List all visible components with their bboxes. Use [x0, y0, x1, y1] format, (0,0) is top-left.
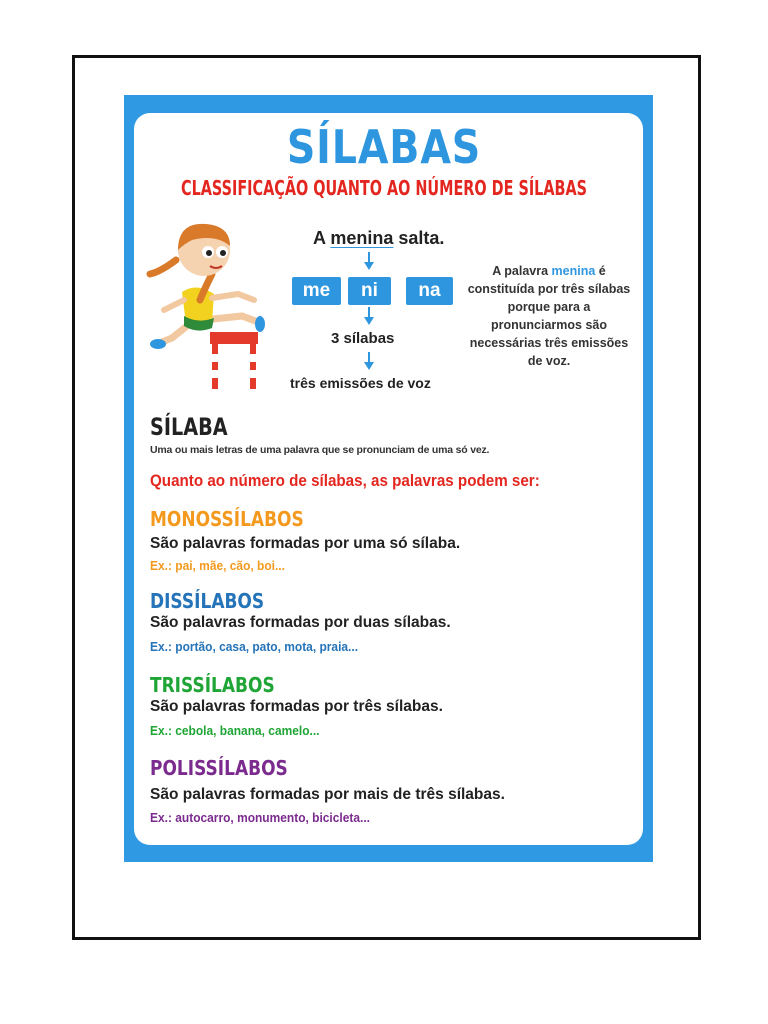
note-suffix: é constituída por três sílabas porque para a pronunciarmos são necessárias três emissões de voz. — [467, 264, 631, 368]
arrow-down-icon — [364, 317, 374, 325]
definition-text: Uma ou mais letras de uma palavra que se pronunciam de uma só vez. — [150, 444, 490, 456]
category-desc-dissilabos: São palavras formadas por duas sílabas. — [150, 614, 451, 631]
category-example-dissilabos: Ex.: portão, casa, pato, mota, praia... — [150, 639, 359, 654]
sentence-prefix: A — [313, 228, 331, 248]
category-desc-trissilabos: São palavras formadas por três sílabas. — [150, 698, 443, 715]
category-desc-polissilabos: São palavras formadas por mais de três sílabas. — [150, 786, 505, 803]
arrow-down-icon — [364, 262, 374, 270]
voice-emissions: três emissões de voz — [290, 375, 431, 391]
sentence-suffix: salta. — [393, 228, 445, 248]
girl-hurdle-illustration — [142, 220, 272, 395]
category-example-polissilabos: Ex.: autocarro, monumento, bicicleta... — [150, 810, 370, 825]
category-desc-monossilabos: São palavras formadas por uma só sílaba. — [150, 535, 461, 552]
category-title-monossilabos: MONOSSÍLABOS — [150, 507, 304, 531]
syllable-box-1: me — [292, 277, 341, 305]
category-example-monossilabos: Ex.: pai, mãe, cão, boi... — [150, 558, 285, 573]
poster-subtitle: CLASSIFICAÇÃO QUANTO AO NÚMERO DE SÍLABAS — [181, 176, 587, 200]
category-title-polissilabos: POLISSÍLABOS — [150, 756, 288, 780]
syllable-count: 3 sílabas — [331, 330, 395, 347]
poster-title: SÍLABAS — [286, 120, 482, 174]
syllable-box-3: na — [406, 277, 453, 305]
category-title-trissilabos: TRISSÍLABOS — [150, 673, 275, 697]
sentence-word: menina — [330, 228, 394, 248]
explanation-note — [464, 262, 634, 370]
note-prefix: A palavra — [492, 264, 552, 278]
category-example-trissilabos: Ex.: cebola, banana, camelo... — [150, 723, 320, 738]
note-word: menina — [551, 264, 596, 278]
syllable-box-2: ni — [348, 277, 391, 305]
classification-intro: Quanto ao número de sílabas, as palavras podem ser: — [150, 472, 540, 490]
example-sentence — [313, 228, 444, 249]
definition-heading: SÍLABA — [150, 413, 228, 441]
arrow-down-icon — [364, 362, 374, 370]
category-title-dissilabos: DISSÍLABOS — [150, 589, 265, 613]
